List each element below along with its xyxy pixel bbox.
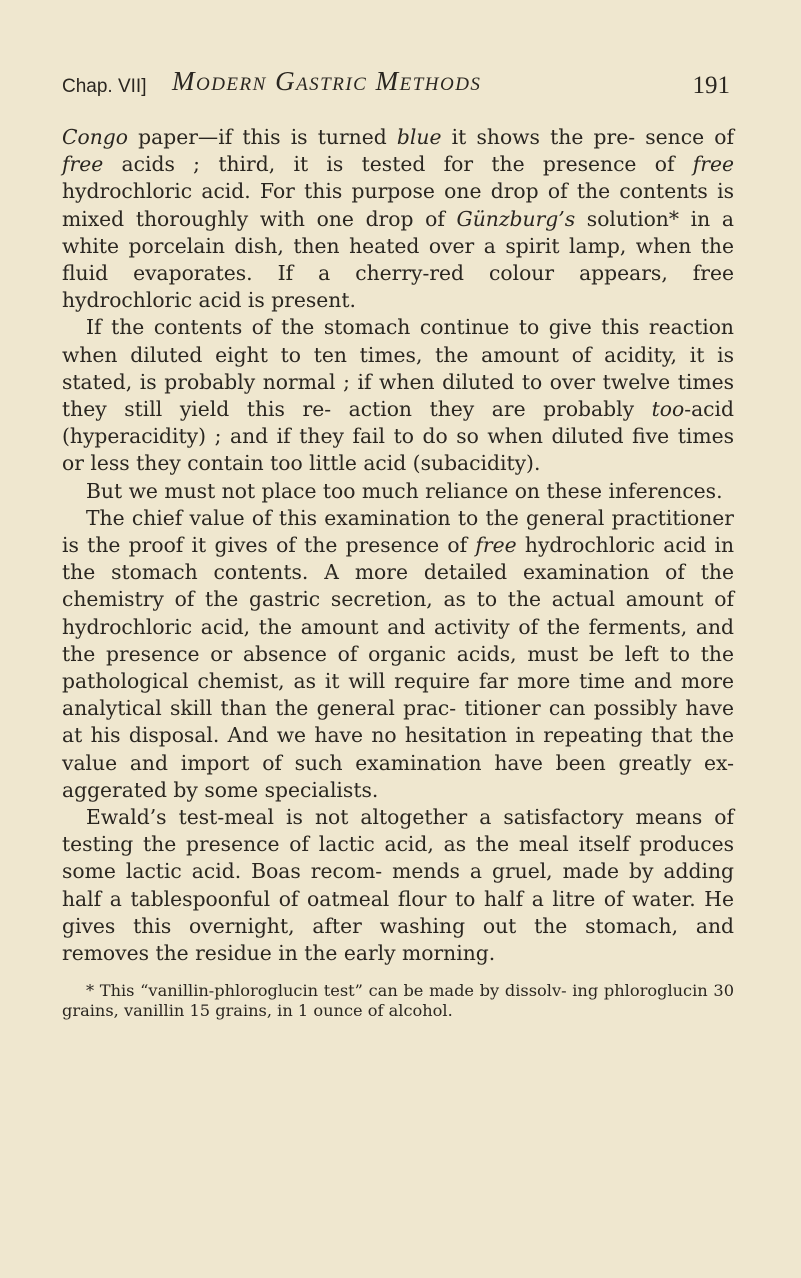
paragraph xyxy=(62,314,734,477)
running-title: Modern Gastric Methods xyxy=(172,66,482,96)
text-run: acids ; third, it is tested for the presence of xyxy=(103,152,693,177)
text-run: The chief value of this examination to the general practitioner is the proof it gives of the presence of xyxy=(62,505,734,558)
italic-run: Günzburg’s xyxy=(456,206,576,231)
paragraph xyxy=(62,124,734,314)
text-run: it shows the pre- sence of xyxy=(441,125,734,149)
italic-run: Congo xyxy=(62,125,128,149)
text-run: solution* in a white porcelain dish, then heated over a spirit lamp, when the fluid evaporates. If a cherry-red colour appears, free hydrochloric acid is present. xyxy=(62,206,734,313)
text-run: -acid (hyperacidity) ; and if they fail to do so when diluted five times or less they contain too little acid (subacidity). xyxy=(62,397,734,476)
text-run: hydrochloric acid in the stomach contents. A more detailed examination of the chemistry of the gastric secretion, as to the actual amount of hydrochloric acid, the amount and activity of the ferments, and the presence or absence of organic acids, must be left to the pathological chemist, as it will require far more time and more analytical skill than the general prac- titioner can possibly have at his disposal. And we have no hesitation in repeating that the value and import of such examination have been greatly ex- aggerated by some specialists. xyxy=(62,533,735,802)
body-text xyxy=(62,124,734,967)
italic-run: free xyxy=(692,152,734,177)
paragraph xyxy=(62,804,734,967)
text-run: Ewald’s test-meal is not altogether a satisfactory means of testing the presence of lactic acid, as the meal itself produces some lactic acid. Boas recom- mends a gruel, made by adding half a tablespoonful of oatmeal flour to half a litre of water. He gives this overnight, after washing out the stomach, and removes the residue in the early morning. xyxy=(62,805,734,966)
italic-run: free xyxy=(62,152,104,177)
text-run: paper—if this is turned xyxy=(127,125,397,149)
text-run: If the contents of the stomach continue to give this reaction when diluted eight to ten times, the amount of acidity, it is stated, is probably normal ; if when diluted to over twelve times they still yield this re- action they are probably xyxy=(62,315,734,422)
paragraph xyxy=(62,478,734,505)
italic-run: too xyxy=(651,397,685,422)
text-run: But we must not place too much reliance on these inferences. xyxy=(86,478,723,503)
book-page xyxy=(62,66,734,1021)
chapter-label: Chap. VII] xyxy=(62,76,147,97)
running-head xyxy=(62,66,734,106)
text-run: hydrochloric acid. For this purpose one drop of the contents is mixed thoroughly with one drop of xyxy=(62,179,734,231)
footnote: * This “vanillin-phloroglucin test” can be made by dissolv- ing phloroglucin 30 grains, vanillin 15 grains, in 1 ounce of alcohol. xyxy=(62,981,734,1021)
page-number: 191 xyxy=(692,72,730,99)
italic-run: blue xyxy=(396,125,442,149)
italic-run: free xyxy=(475,533,517,558)
paragraph xyxy=(62,505,734,804)
